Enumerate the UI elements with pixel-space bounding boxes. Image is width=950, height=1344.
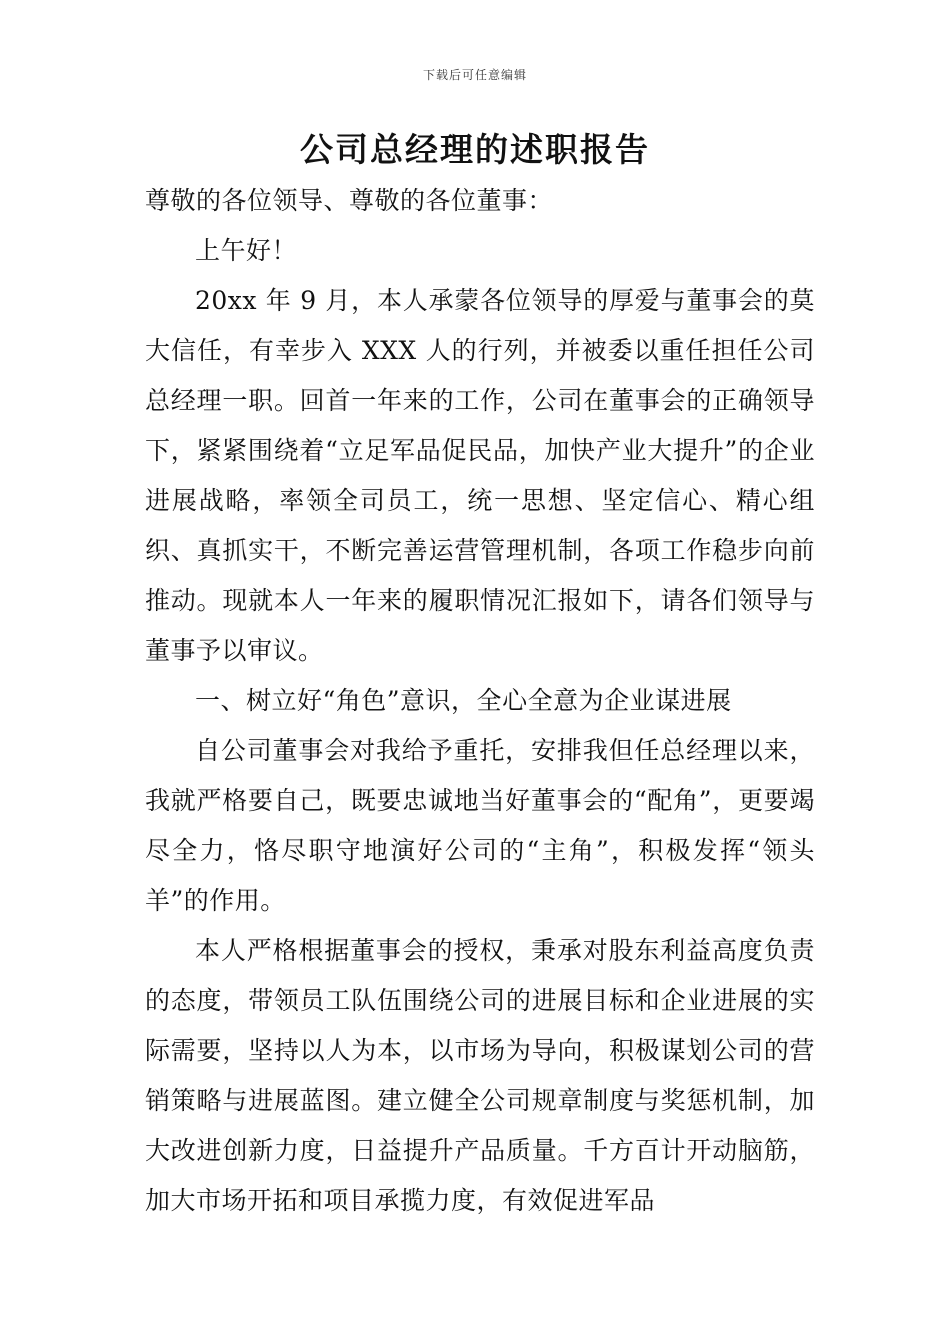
header-note: 下载后可任意编辑: [422, 68, 527, 82]
document-body: [145, 176, 815, 1226]
paragraph-role: 自公司董事会对我给予重托，安排我但任总经理以来，我就严格要自己，既要忠诚地当好董事会的“配角”，更要竭尽全力，恪尽职守地演好公司的“主角”，积极发挥“领头羊”的作用。: [145, 736, 815, 915]
greeting: 上午好！: [195, 236, 298, 265]
document-title: 公司总经理的述职报告: [300, 130, 650, 169]
salutation: 尊敬的各位领导、尊敬的各位董事：: [145, 186, 554, 215]
section-heading-1: 一、树立好“角色”意识，全心全意为企业谋进展: [195, 686, 732, 715]
paragraph-authority: 本人严格根据董事会的授权，秉承对股东利益高度负责的态度，带领员工队伍围绕公司的进展目标和企业进展的实际需要，坚持以人为本，以市场为导向，积极谋划公司的营销策略与进展蓝图。建立健全公司规章制度与奖惩机制，加大改进创新力度，日益提升产品质量。千方百计开动脑筋，加大市场开拓和项目承揽力度，有效促进军品: [145, 936, 815, 1215]
paragraph-intro: 20xx 年 9 月，本人承蒙各位领导的厚爱与董事会的莫大信任，有幸步入 XXX 人的行列，并被委以重任担任公司总经理一职。回首一年来的工作，公司在董事会的正确领导下，紧紧围绕着“立足军品促民品，加快产业大提升”的企业进展战略，率领全司员工，统一思想、坚定信心、精心组织、真抓实干，不断完善运营管理机制，各项工作稳步向前推动。现就本人一年来的履职情况汇报如下，请各们领导与董事予以审议。: [145, 286, 815, 665]
